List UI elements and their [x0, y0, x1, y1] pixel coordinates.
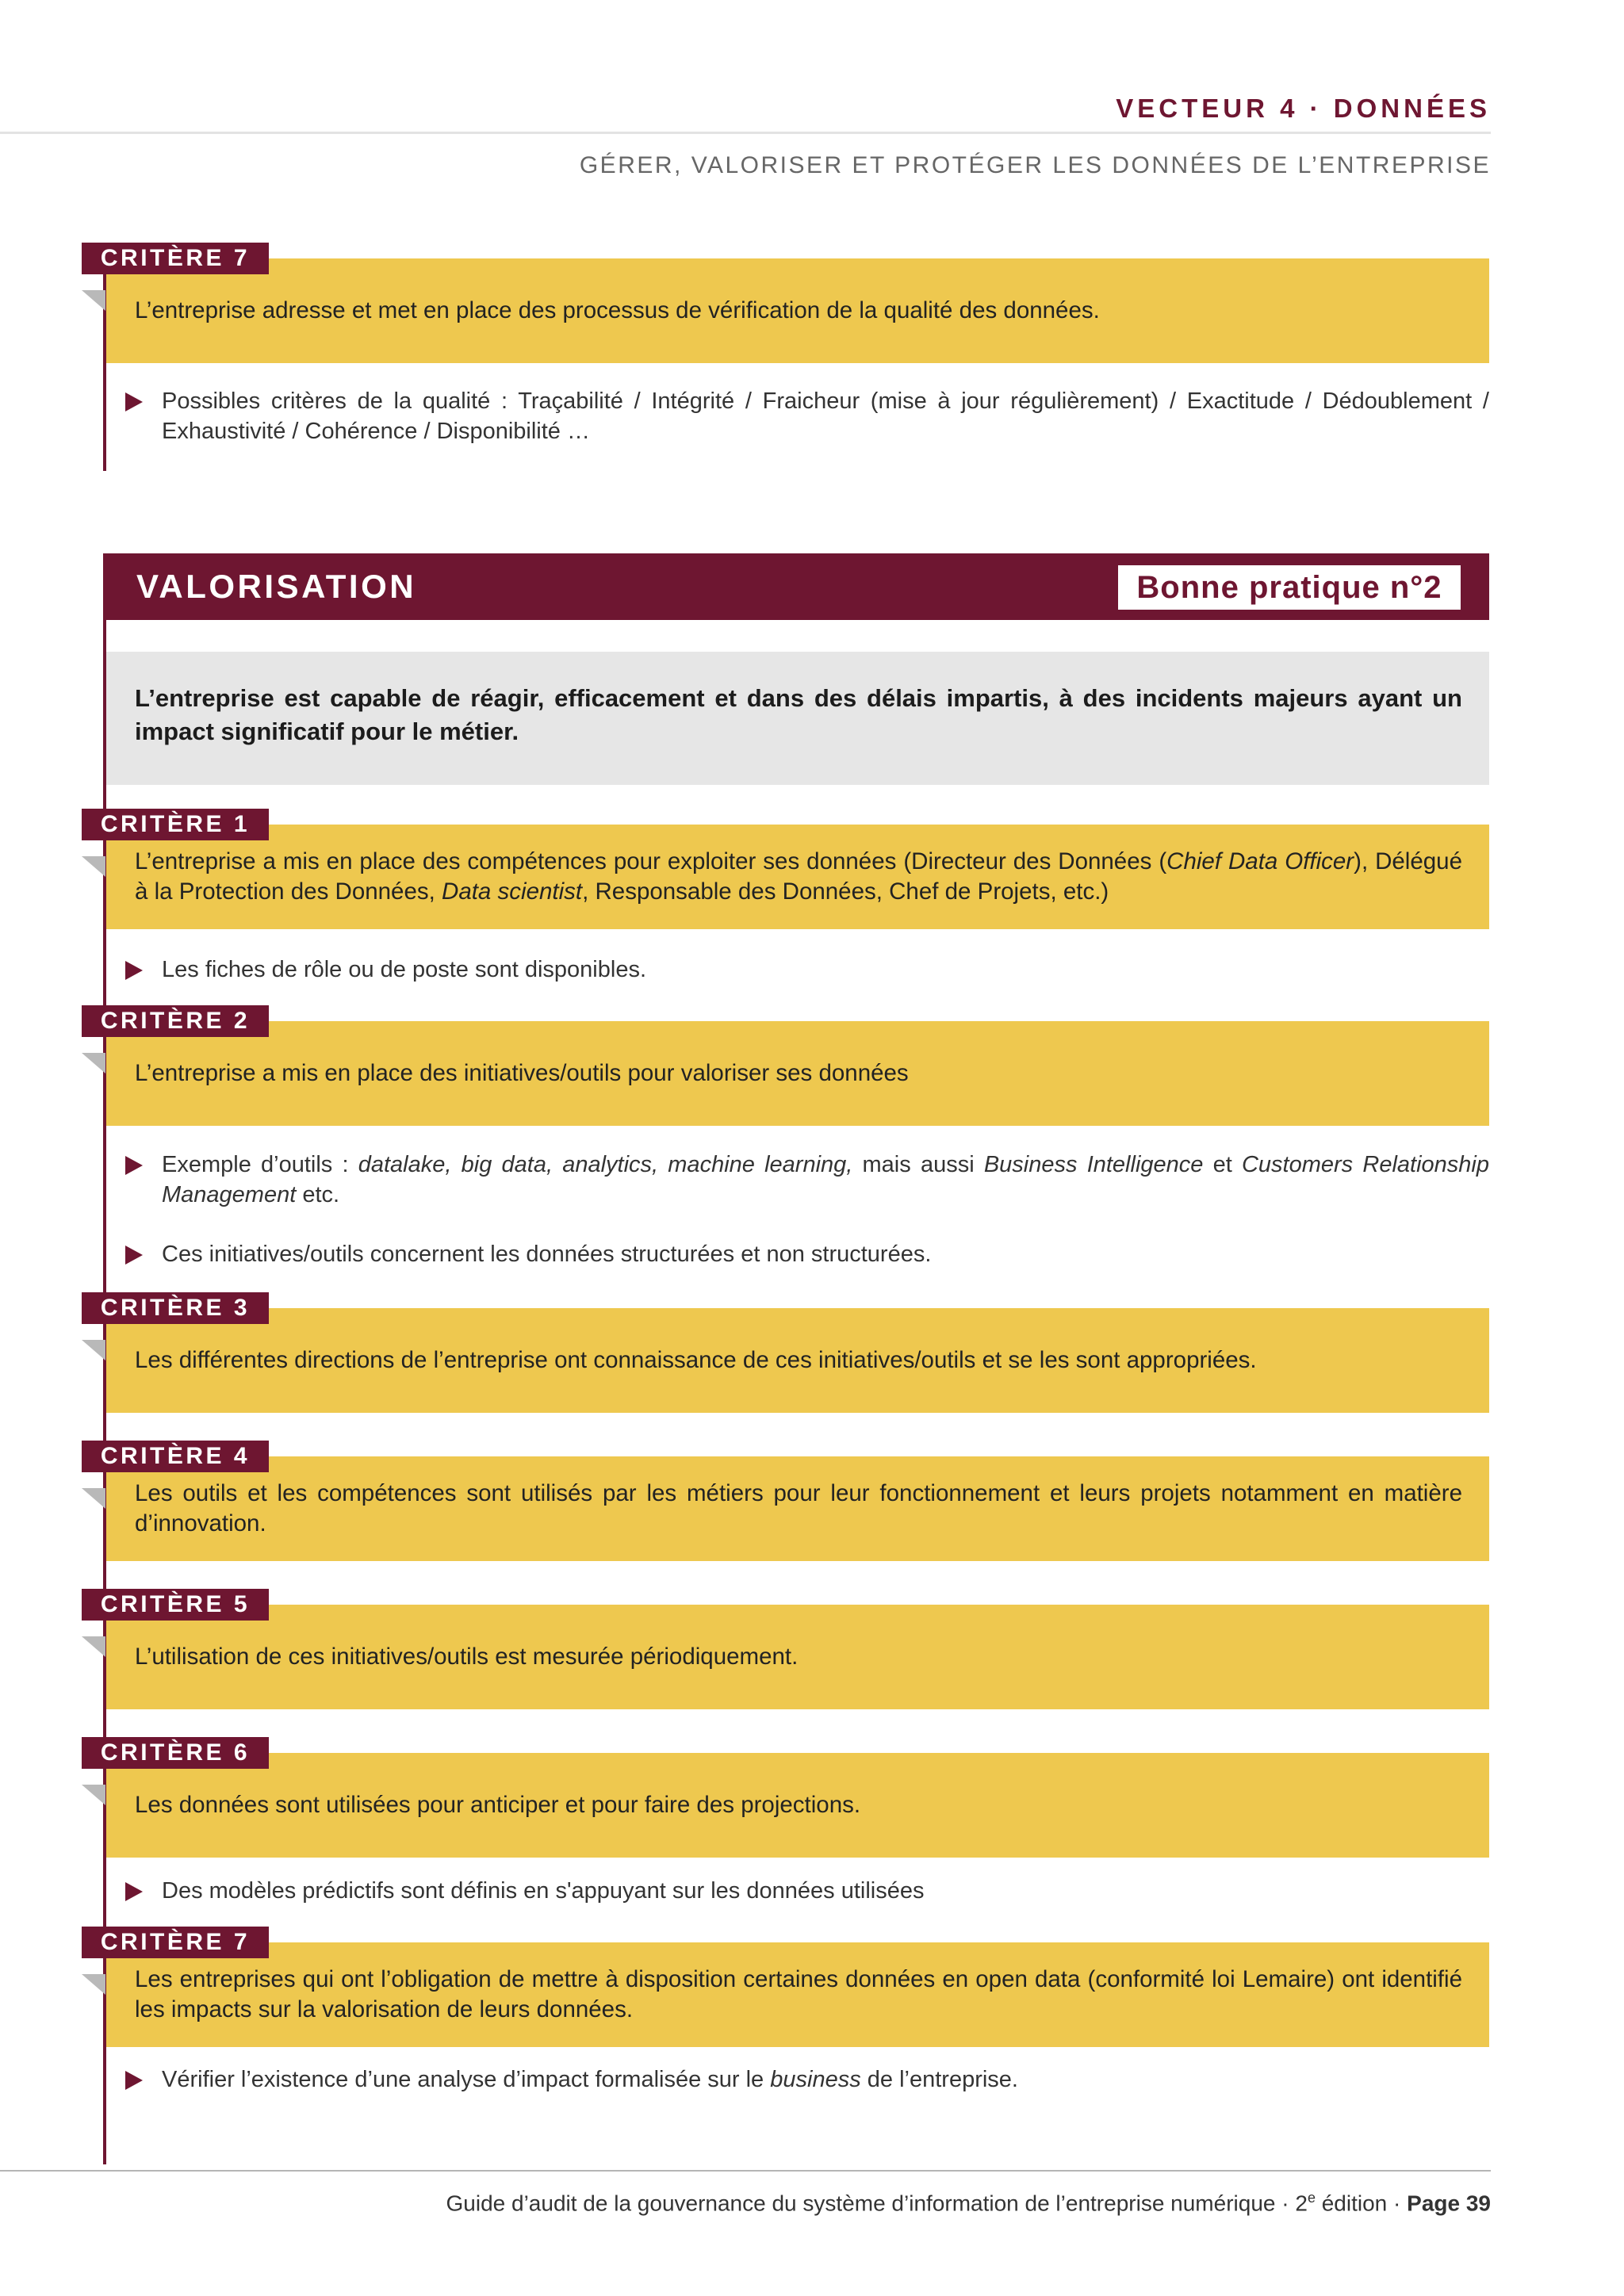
- criterion-label: CRITÈRE 2: [82, 1005, 269, 1037]
- bullet-triangle-icon: [125, 1156, 143, 1175]
- best-practice-badge: Bonne pratique n°2: [1118, 565, 1461, 610]
- page-number: Page 39: [1407, 2191, 1491, 2216]
- section-banner-title: VALORISATION: [136, 568, 417, 605]
- criterion-label: CRITÈRE 5: [82, 1589, 269, 1621]
- criterion-statement: Les entreprises qui ont l’obligation de mettre à disposition certaines données en open data (conformité loi Lemaire) ont identifié les impacts sur la valorisation de leurs données.: [106, 1942, 1489, 2047]
- criterion-label: CRITÈRE 3: [82, 1292, 269, 1324]
- criterion-statement: L’entreprise a mis en place des compétences pour exploiter ses données (Directeur des Données (Chief Data Officer), Délégué à la Protection des Données, Data scientist, Responsable des Données, Chef de Projets, etc.): [106, 825, 1489, 929]
- bullet-triangle-icon: [125, 1882, 143, 1901]
- section-subtitle: GÉRER, VALORISER ET PROTÉGER LES DONNÉES DE L’ENTREPRISE: [579, 152, 1491, 178]
- criterion-label: CRITÈRE 7: [82, 243, 269, 274]
- section-title: VECTEUR 4 · DONNÉES: [1116, 94, 1491, 123]
- criterion-tab-fold: [82, 1488, 105, 1509]
- criterion-tab-fold: [82, 1785, 105, 1805]
- criterion-bullet: Des modèles prédictifs sont définis en s'appuyant sur les données utilisées: [125, 1876, 1489, 1906]
- criterion-label: CRITÈRE 6: [82, 1737, 269, 1769]
- criterion-bullet: Les fiches de rôle ou de poste sont disponibles.: [125, 955, 1489, 985]
- criterion-tab-fold: [82, 1053, 105, 1073]
- bullet-triangle-icon: [125, 392, 143, 411]
- best-practice-statement: L’entreprise est capable de réagir, efficacement et dans des délais impartis, à des incidents majeurs ayant un impact significatif pour le métier.: [106, 652, 1489, 785]
- criterion-label: CRITÈRE 4: [82, 1441, 269, 1472]
- criterion-bullet: Possibles critères de la qualité : Traçabilité / Intégrité / Fraicheur (mise à jour régulièrement) / Exactitude / Dédoublement / Exhaustivité / Cohérence / Disponibilité …: [125, 386, 1489, 446]
- footer: Guide d’audit de la gouvernance du système d’information de l’entreprise numérique · $2^e$ édition · Page 39: [446, 2190, 1491, 2216]
- criterion-statement: L’entreprise a mis en place des initiatives/outils pour valoriser ses données: [106, 1021, 1489, 1126]
- bullet-triangle-icon: [125, 961, 143, 980]
- criterion-label: CRITÈRE 7: [82, 1927, 269, 1958]
- criterion-tab-fold: [82, 1636, 105, 1657]
- criterion-tab-fold: [82, 290, 105, 311]
- footer-divider: [0, 2170, 1491, 2172]
- criterion-statement: L’entreprise adresse et met en place des processus de vérification de la qualité des données.: [106, 258, 1489, 363]
- criterion-statement: Les données sont utilisées pour anticiper et pour faire des projections.: [106, 1753, 1489, 1858]
- bullet-triangle-icon: [125, 1246, 143, 1265]
- criterion-bullet: Vérifier l’existence d’une analyse d’impact formalisée sur le business de l’entreprise.: [125, 2064, 1489, 2095]
- criterion-statement: L’utilisation de ces initiatives/outils est mesurée périodiquement.: [106, 1605, 1489, 1709]
- criterion-bullet: Ces initiatives/outils concernent les données structurées et non structurées.: [125, 1239, 1489, 1269]
- criterion-statement: Les outils et les compétences sont utilisés par les métiers pour leur fonctionnement et leurs projets notamment en matière d’innovation.: [106, 1456, 1489, 1561]
- criterion-tab-fold: [82, 1974, 105, 1995]
- criterion-tab-fold: [82, 856, 105, 877]
- criterion-statement: Les différentes directions de l’entreprise ont connaissance de ces initiatives/outils et se les sont appropriées.: [106, 1308, 1489, 1413]
- bullet-triangle-icon: [125, 2071, 143, 2090]
- header-divider: [0, 132, 1491, 134]
- criterion-bullet: Exemple d’outils : datalake, big data, analytics, machine learning, mais aussi Business Intelligence et Customers Relationship Management etc.: [125, 1150, 1489, 1210]
- footer-guide-title: Guide d’audit de la gouvernance du système d’information de l’entreprise numérique · 2: [446, 2191, 1308, 2216]
- criterion-tab-fold: [82, 1340, 105, 1360]
- criterion-label: CRITÈRE 1: [82, 809, 269, 840]
